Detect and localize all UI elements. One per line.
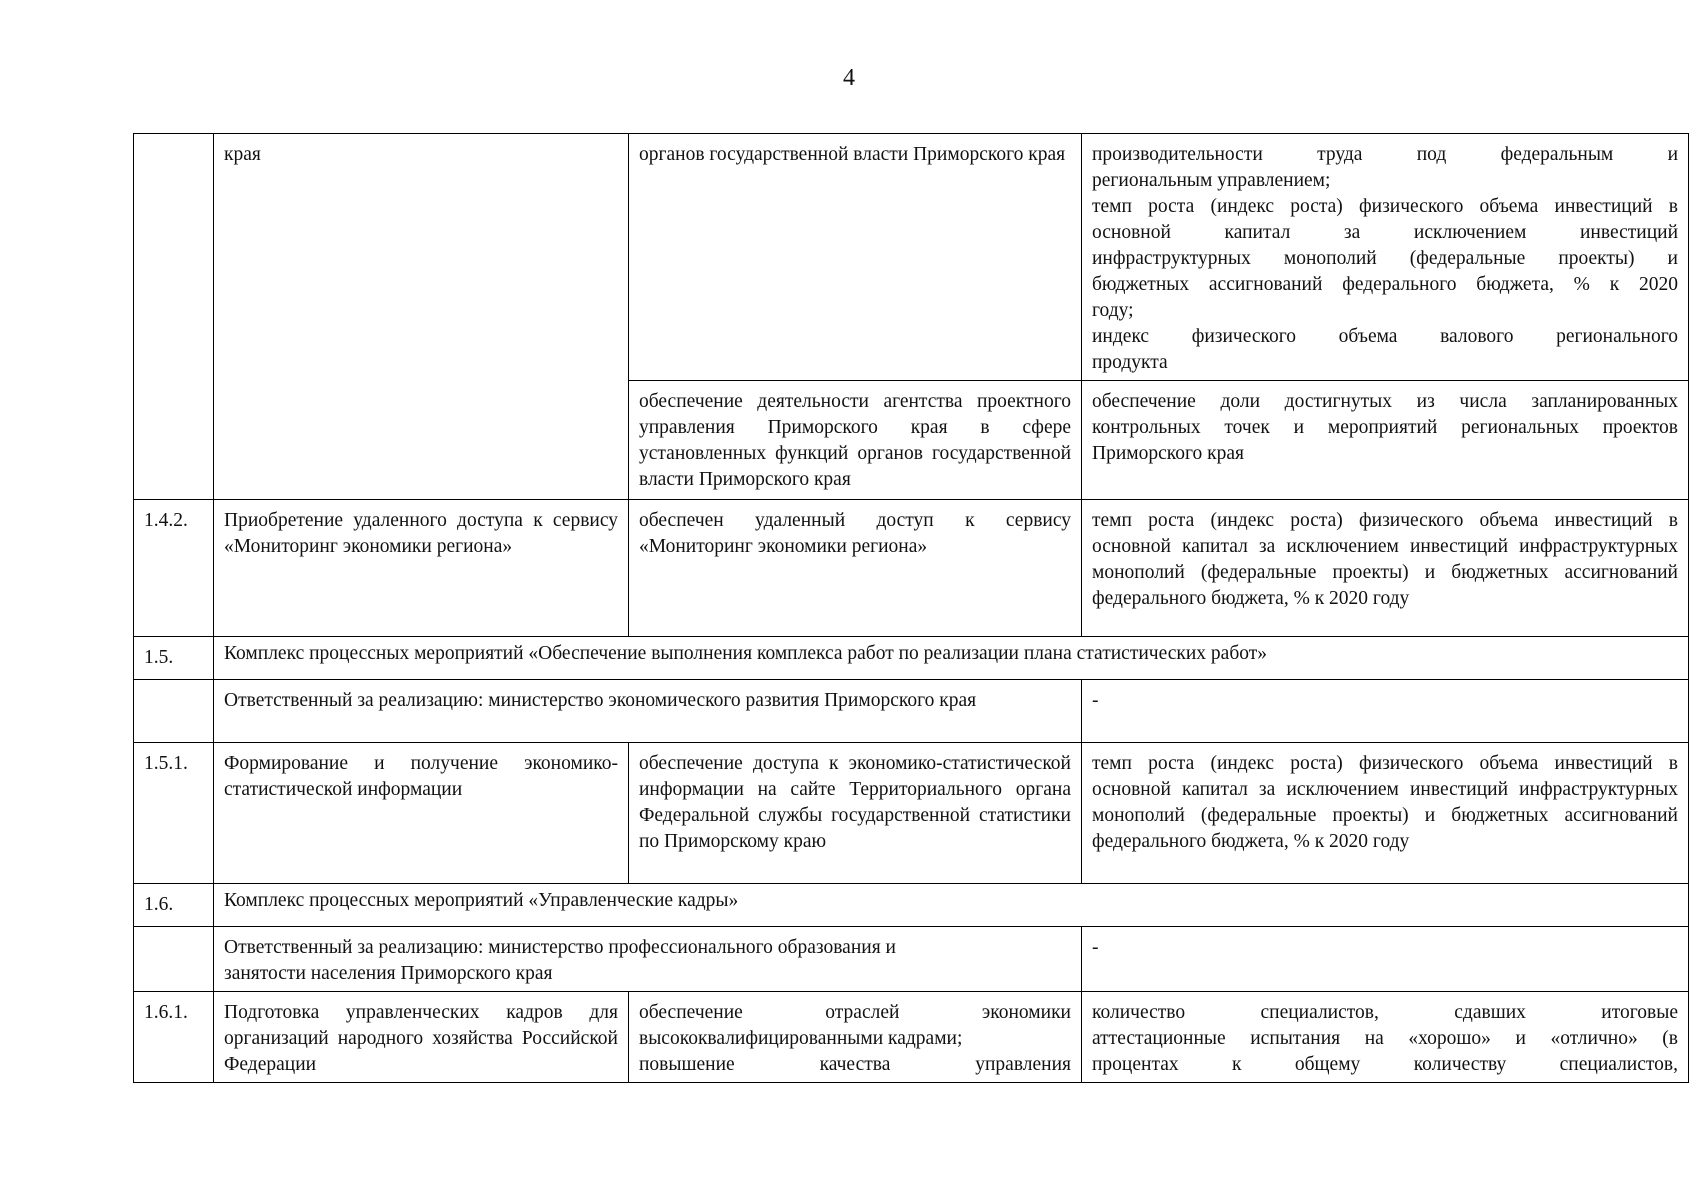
measure-name-cell: Подготовка управленческих кадров для организаций народного хозяйства Российской Федерации	[214, 992, 629, 1083]
result-cell: обеспечен удаленный доступ к сервису «Мониторинг экономики региона»	[629, 500, 1082, 637]
row-number-cell: 1.5.	[134, 637, 214, 680]
indicator-cell: темп роста (индекс роста) физического объема инвестиций в основной капитал за исключением инвестиций инфраструктурных монополий (федеральные проекты) и бюджетных ассигнований федерального бюджета, % к 2020 году	[1082, 743, 1689, 884]
indicator-cell	[1082, 992, 1689, 1083]
indicator-cell: обеспечение доли достигнутых из числа запланированных контрольных точек и мероприятий региональных проектов Приморского края	[1082, 381, 1689, 500]
indicator-line: индекс физического объема валового регионального	[1092, 326, 1678, 347]
indicator-line: продукта	[1092, 352, 1168, 373]
result-cell: обеспечение деятельности агентства проектного управления Приморского края в сфере установленных функций органов государственной власти Приморского края	[629, 381, 1082, 500]
indicator-line: производительности труда под федеральным и	[1092, 144, 1678, 165]
measure-name-cell: Формирование и получение экономико-статистической информации	[214, 743, 629, 884]
responsible-line: занятости населения Приморского края	[224, 963, 553, 984]
row-number-cell: 1.6.	[134, 884, 214, 927]
result-cell: органов государственной власти Приморского края	[629, 134, 1082, 381]
indicator-cell: темп роста (индекс роста) физического объема инвестиций в основной капитал за исключением инвестиций инфраструктурных монополий (федеральные проекты) и бюджетных ассигнований федерального бюджета, % к 2020 году	[1082, 500, 1689, 637]
table-row	[134, 680, 1689, 743]
measure-name-cell: края	[214, 134, 629, 500]
table-row	[134, 134, 1689, 381]
indicator-line: количество специалистов, сдавших итоговые	[1092, 1002, 1678, 1023]
indicator-line: бюджетных ассигнований федерального бюджета, % к 2020	[1092, 274, 1678, 295]
table-row	[134, 637, 1689, 680]
indicator-line: инфраструктурных монополий (федеральные проекты) и	[1092, 248, 1678, 269]
responsible-cell: Ответственный за реализацию: министерство экономического развития Приморского края	[214, 680, 1082, 743]
indicator-cell	[1082, 134, 1689, 381]
empty-number-cell	[134, 680, 214, 743]
table-row	[134, 500, 1689, 637]
complex-title-cell: Комплекс процессных мероприятий «Управленческие кадры»	[214, 884, 1689, 927]
measures-table	[133, 133, 1689, 1083]
indicator-line: аттестационные испытания на «хорошо» и «отлично» (в	[1092, 1028, 1678, 1049]
table-row	[134, 884, 1689, 927]
responsible-line: Ответственный за реализацию: министерство профессионального образования и	[224, 937, 896, 958]
indicator-line: региональным управлением;	[1092, 170, 1331, 191]
table-row	[134, 743, 1689, 884]
indicator-line: темп роста (индекс роста) физического объема инвестиций в	[1092, 196, 1678, 217]
page-number: 4	[843, 65, 855, 91]
complex-title-cell: Комплекс процессных мероприятий «Обеспечение выполнения комплекса работ по реализации плана статистических работ»	[214, 637, 1689, 680]
row-number-cell: 1.4.2.	[134, 500, 214, 637]
result-line: повышение качества управления	[639, 1054, 1071, 1075]
row-number-cell: 1.5.1.	[134, 743, 214, 884]
row-number-cell	[134, 134, 214, 500]
dash-cell: -	[1082, 927, 1689, 992]
table-row	[134, 992, 1689, 1083]
measure-name-cell: Приобретение удаленного доступа к сервису «Мониторинг экономики региона»	[214, 500, 629, 637]
indicator-line: основной капитал за исключением инвестиций	[1092, 222, 1678, 243]
empty-number-cell	[134, 927, 214, 992]
result-line: обеспечение отраслей экономики	[639, 1002, 1071, 1023]
indicator-line: процентах к общему количеству специалистов,	[1092, 1054, 1678, 1075]
row-number-cell: 1.6.1.	[134, 992, 214, 1083]
result-line: высококвалифицированными кадрами;	[639, 1028, 963, 1049]
dash-cell: -	[1082, 680, 1689, 743]
table-row	[134, 927, 1689, 992]
result-cell: обеспечение доступа к экономико-статистической информации на сайте Территориального органа Федеральной службы государственной статистики по Приморскому краю	[629, 743, 1082, 884]
indicator-line: году;	[1092, 300, 1134, 321]
responsible-cell	[214, 927, 1082, 992]
result-cell	[629, 992, 1082, 1083]
